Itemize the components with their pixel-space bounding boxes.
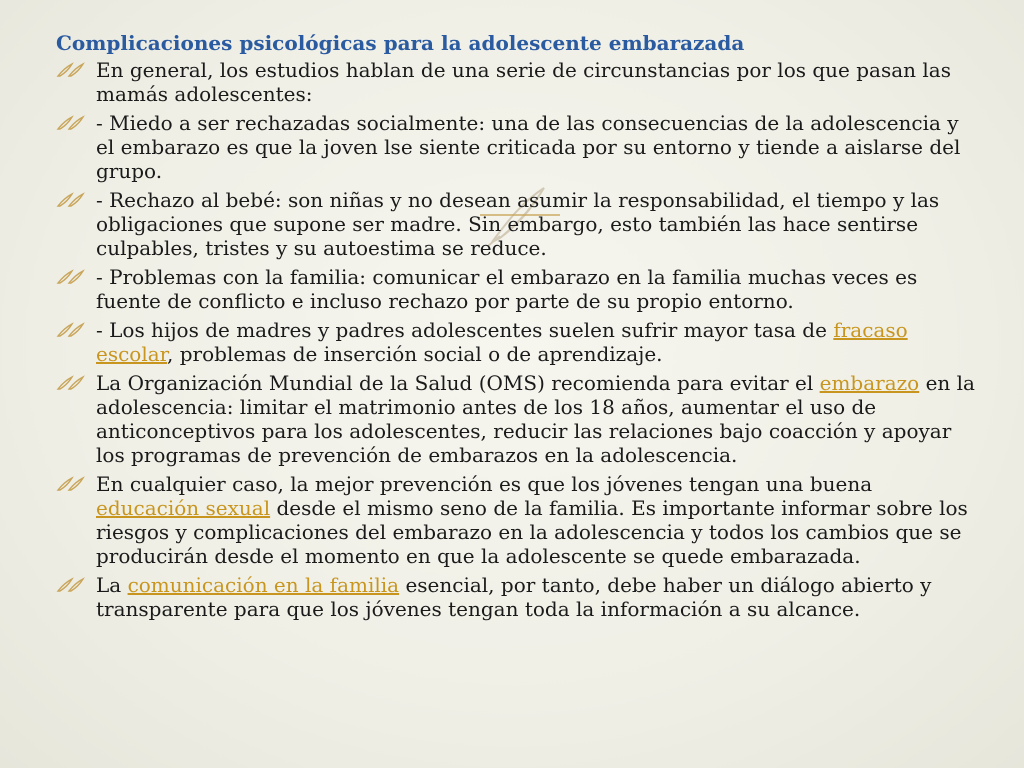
list-item: [56, 472, 976, 568]
list-item-text: [96, 318, 908, 366]
list-item-text: [96, 58, 951, 106]
text-run: La: [96, 573, 128, 597]
list-item: [56, 265, 976, 313]
double-feather-bullet-icon: [56, 115, 86, 131]
double-feather-bullet-icon: [56, 577, 86, 593]
list-item: [56, 371, 976, 467]
list-item-text: [96, 573, 931, 621]
list-item: [56, 573, 976, 621]
double-feather-bullet-icon: [56, 476, 86, 492]
text-run: En cualquier caso, la mejor prevención es que los jóvenes tengan una buena: [96, 472, 873, 496]
list-item-text: [96, 188, 939, 260]
slide-title: Complicaciones psicológicas para la adolescente embarazada: [56, 31, 745, 55]
double-feather-bullet-icon: [56, 269, 86, 285]
text-run: , problemas de inserción social o de aprendizaje.: [167, 342, 663, 366]
double-feather-bullet-icon: [56, 322, 86, 338]
text-run: La Organización Mundial de la Salud (OMS) recomienda para evitar el: [96, 371, 820, 395]
text-run: - Miedo a ser rechazadas socialmente: una de las consecuencias de la adolescencia y el embarazo es que la joven lse siente criticada por su entorno y tiende a aislarse del grupo.: [96, 111, 961, 183]
list-item: [56, 111, 976, 183]
list-item-text: [96, 371, 975, 467]
inline-link[interactable]: embarazo: [819, 371, 920, 395]
text-run: En general, los estudios hablan de una serie de circunstancias por los que pasan las mamás adolescentes:: [96, 58, 951, 106]
bullet-list: [56, 58, 976, 621]
text-run: en la adolescencia: limitar el matrimonio antes de los 18 años, aumentar el uso de anticonceptivos para los adolescentes, reducir las relaciones bajo coacción y apoyar los programas de prevención de embarazos en la adolescencia.: [96, 371, 975, 467]
list-item: [56, 58, 976, 106]
list-item-text: [96, 265, 917, 313]
inline-link[interactable]: comunicación en la familia: [127, 573, 400, 597]
text-run: - Rechazo al bebé: son niñas y no desean asumir la responsabilidad, el tiempo y las obligaciones que supone ser madre. Sin embargo, esto también las hace sentirse culpables, tristes y su autoestima se reduce.: [96, 188, 940, 260]
text-run: - Los hijos de madres y padres adolescentes suelen sufrir mayor tasa de: [96, 318, 834, 342]
double-feather-bullet-icon: [56, 375, 86, 391]
text-run: esencial, por tanto, debe haber un diálogo abierto y transparente para que los jóvenes tengan toda la información a su alcance.: [96, 573, 932, 621]
inline-link[interactable]: educación sexual: [96, 496, 271, 520]
slide-content: [56, 30, 976, 626]
list-item-text: [96, 472, 968, 568]
double-feather-bullet-icon: [56, 192, 86, 208]
double-feather-bullet-icon: [56, 62, 86, 78]
list-item: [56, 188, 976, 260]
inline-link[interactable]: fracaso escolar: [96, 318, 908, 366]
text-run: desde el mismo seno de la familia. Es importante informar sobre los riesgos y complicaciones del embarazo en la adolescencia y todos los cambios que se producirán desde el momento en que la adolescente se quede embarazada.: [96, 496, 968, 568]
list-item-text: [96, 111, 960, 183]
text-run: - Problemas con la familia: comunicar el embarazo en la familia muchas veces es fuente de conflicto e incluso rechazo por parte de su propio entorno.: [96, 265, 918, 313]
list-item: [56, 318, 976, 366]
